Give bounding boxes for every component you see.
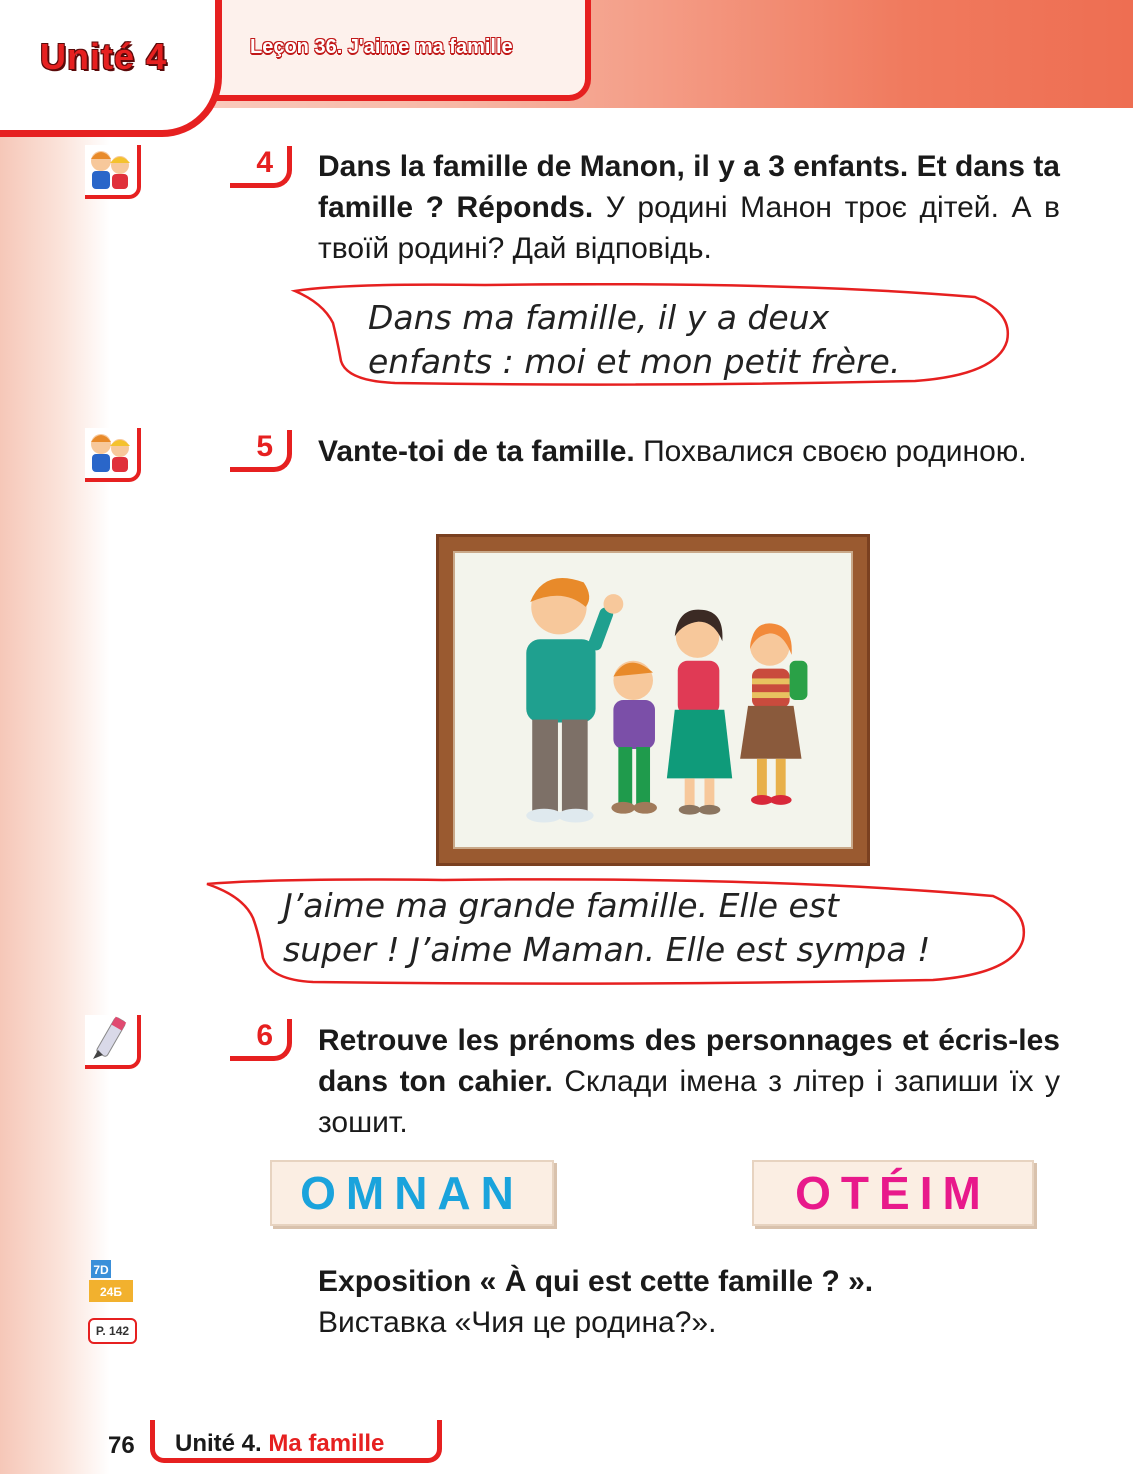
page-reference: P. 142 (88, 1318, 137, 1344)
exercise-5-translation: Похвалися своєю родиною. (643, 435, 1027, 468)
exercise-5-instruction: Vante-toi de ta famille. (318, 435, 635, 468)
letter-blocks-icon (85, 1256, 137, 1312)
unit-badge: Unité 4 (40, 36, 168, 77)
bubble-1-line2: enfants : moi et mon petit frère. (368, 342, 901, 381)
exercise-4-translation: У родині Манон троє дітей. А в твоїй родині? Дай відповідь. (318, 191, 1060, 265)
exercise-6-instruction: Retrouve les prénoms des personnages et écris-les dans ton cahier. (318, 1024, 1060, 1098)
speaking-kids-icon (85, 428, 141, 482)
block-bottom-label: 24Б (100, 1285, 122, 1299)
footer-unit (175, 1430, 384, 1458)
lesson-title: Leçon 36. J'aime ma famille (250, 36, 513, 58)
exercise-5-text (318, 431, 1060, 472)
word-card-oteim: OTÉIM (752, 1160, 1034, 1226)
exercise-5-number: 5 (230, 430, 292, 472)
bubble-2-line2: super ! J’aime Maman. Elle est sympa ! (283, 930, 931, 969)
exercise-4-text (318, 146, 1060, 269)
footer-unit-label: Unité 4. (175, 1430, 262, 1457)
bubble-2-line1: J’aime ma grande famille. Elle est (283, 886, 839, 925)
family-picture-frame (436, 534, 870, 866)
exposition-text (318, 1261, 1060, 1343)
exercise-6-translation: Склади імена з літер і запиши їх у зошит. (318, 1065, 1060, 1139)
word-card-omnan: OMNAN (270, 1160, 554, 1226)
exercise-6-number: 6 (230, 1019, 292, 1061)
speaking-kids-icon (85, 145, 141, 199)
exposition-title: Exposition « À qui est cette famille ? ». (318, 1265, 874, 1298)
exercise-4-instruction: Dans la famille de Manon, il y a 3 enfants. Et dans ta famille ? Réponds. (318, 150, 1060, 224)
family-illustration (453, 551, 853, 849)
bubble-1-line1: Dans ma famille, il y a deux (368, 298, 830, 337)
exercise-4-number: 4 (230, 146, 292, 188)
footer-unit-name: Ma famille (268, 1430, 385, 1457)
exercise-6-text (318, 1020, 1060, 1143)
writing-pencil-icon (85, 1015, 141, 1069)
exposition-translation: Виставка «Чия це родина?». (318, 1306, 717, 1339)
block-top-label: 7D (93, 1263, 109, 1277)
page-number: 76 (108, 1432, 135, 1459)
left-margin-gradient (0, 0, 110, 1474)
